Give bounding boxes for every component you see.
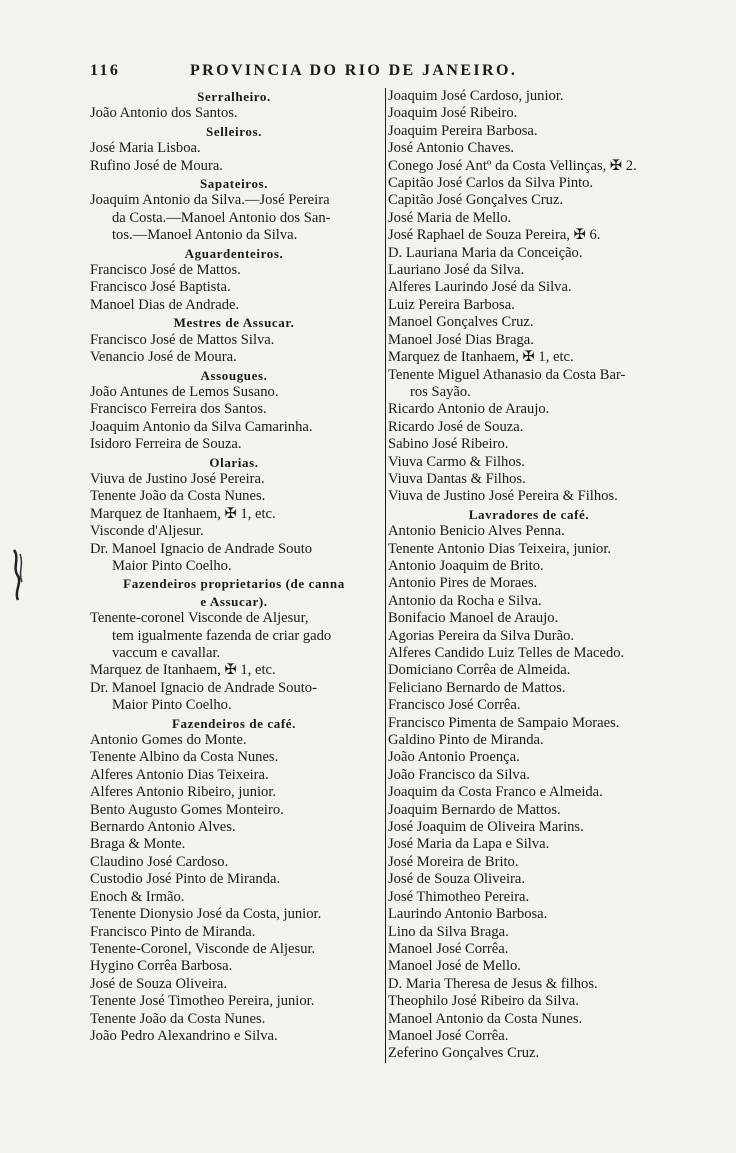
section-heading: Sapateiros. (199, 176, 269, 192)
entry: Tenente-Coronel, Visconde de Aljesur. (90, 940, 316, 957)
entry: Joaquim Bernardo de Mattos. (388, 801, 561, 818)
entry: Francisco José de Mattos. (90, 262, 241, 279)
entry: Joaquim José Cardoso, junior. (388, 88, 564, 104)
entry: Joaquim Pereira Barbosa. (388, 122, 538, 139)
entry: Alferes Laurindo José da Silva. (388, 279, 572, 296)
section-heading: Fazendeiros de café. (171, 715, 297, 731)
entry: Zeferino Gonçalves Cruz. (388, 1045, 540, 1062)
entry: Tenente Miguel Athanasio da Costa Bar- (388, 366, 626, 383)
entry: José Joaquim de Oliveira Marins. (388, 819, 584, 836)
entry: Manoel José Corrêa. (388, 940, 509, 957)
entry: Bento Augusto Gomes Monteiro. (90, 801, 284, 818)
entry: João Antonio dos Santos. (90, 105, 238, 122)
entry: Ricardo José de Souza. (388, 418, 524, 435)
entry: Sabino José Ribeiro. (388, 436, 509, 453)
margin-mark-icon (8, 548, 28, 602)
entry: Joaquim Antonio da Silva.—José Pereira (90, 192, 330, 209)
entry: Lino da Silva Braga. (388, 923, 509, 940)
entry: Manoel José de Mello. (388, 958, 521, 975)
entry: Francisco José Corrêa. (388, 697, 521, 714)
entry: Tenente Dionysio José da Costa, junior. (90, 906, 322, 923)
section-heading: e Assucar). (200, 593, 268, 609)
entry: Venancio José de Moura. (90, 349, 237, 366)
entry: D. Lauriana Maria da Conceição. (388, 244, 583, 261)
entry: Bernardo Antonio Alves. (90, 819, 236, 836)
entry: Manoel Gonçalves Cruz. (388, 314, 534, 331)
entry: Ricardo Antonio de Araujo. (388, 401, 550, 418)
entry: Laurindo Antonio Barbosa. (388, 906, 548, 923)
entry: Rufino José de Moura. (90, 157, 223, 174)
entry: Antonio Joaquim de Brito. (388, 557, 544, 574)
entry: João Pedro Alexandrino e Silva. (90, 1027, 278, 1044)
entry: Braga & Monte. (90, 836, 186, 853)
entry-continuation: da Costa.—Manoel Antonio dos San- (112, 209, 331, 226)
entry: João Francisco da Silva. (388, 766, 530, 783)
entry: Francisco José Baptista. (90, 279, 231, 296)
entry: José de Souza Oliveira. (388, 871, 525, 888)
entry: Joaquim da Costa Franco e Almeida. (388, 784, 603, 801)
entry: Tenente Albino da Costa Nunes. (90, 749, 279, 766)
page-title: PROVINCIA DO RIO DE JANEIRO. (190, 62, 518, 79)
entry: Antonio da Rocha e Silva. (388, 592, 542, 609)
section-heading: Serralheiro. (197, 89, 271, 104)
entry: Marquez de Itanhaem, ✠ 1, etc. (388, 349, 574, 366)
entry: Isidoro Ferreira de Souza. (90, 436, 242, 453)
page-header (90, 62, 670, 86)
entry-continuation: tem igualmente fazenda de criar gado (112, 627, 332, 644)
entry: Claudino José Cardoso. (90, 853, 229, 870)
section-heading: Selleiros. (206, 123, 262, 139)
entry: Dr. Manoel Ignacio de Andrade Souto (90, 540, 313, 557)
entry-continuation: tos.—Manoel Antonio da Silva. (112, 227, 298, 244)
entry: José Moreira de Brito. (388, 853, 519, 870)
entry: José Raphael de Souza Pereira, ✠ 6. (388, 227, 601, 244)
entry: João Antonio Proença. (388, 749, 520, 766)
entry: Domiciano Corrêa de Almeida. (388, 662, 571, 679)
entry: Tenente José Timotheo Pereira, junior. (90, 993, 315, 1010)
entry: Capitão José Carlos da Silva Pinto. (388, 175, 594, 192)
entry: José Maria de Mello. (388, 209, 512, 226)
entry: Antonio Benicio Alves Penna. (388, 523, 565, 540)
entry: José Antonio Chaves. (388, 140, 515, 157)
entry-continuation: ros Sayão. (410, 383, 471, 400)
entry: Tenente João da Costa Nunes. (90, 488, 266, 505)
entry: Manoel José Corrêa. (388, 1027, 509, 1044)
entry: Viuva de Justino José Pereira & Filhos. (388, 488, 618, 505)
right-column (385, 88, 670, 1063)
entry-continuation: Maior Pinto Coelho. (112, 557, 232, 574)
entry: Antonio Pires de Moraes. (388, 575, 538, 592)
entry: Manoel Dias de Andrade. (90, 296, 240, 313)
entry: José Thimotheo Pereira. (388, 888, 530, 905)
entry: Tenente Antonio Dias Teixeira, junior. (388, 540, 612, 557)
entry: Luiz Pereira Barbosa. (388, 296, 515, 313)
entry-continuation: vaccum e cavallar. (112, 645, 221, 661)
entry: João Antunes de Lemos Susano. (90, 383, 279, 400)
entry: Viuva Carmo & Filhos. (388, 453, 525, 470)
entry: Alferes Antonio Ribeiro, junior. (90, 784, 277, 801)
entry: Viuva Dantas & Filhos. (388, 470, 526, 487)
entry: Marquez de Itanhaem, ✠ 1, etc. (90, 505, 276, 522)
entry: Dr. Manoel Ignacio de Andrade Souto- (90, 679, 317, 696)
section-heading: Aguardenteiros. (184, 245, 284, 261)
entry: Galdino Pinto de Miranda. (388, 732, 544, 749)
entry: Conego José Antº da Costa Vellinças, ✠ 2. (388, 157, 637, 174)
section-heading: Fazendeiros proprietarios (de canna (123, 576, 345, 592)
entry: Hygino Corrêa Barbosa. (90, 958, 233, 975)
entry: Manoel José Dias Braga. (388, 331, 534, 348)
page-number: 116 (90, 62, 121, 79)
section-heading: Olarias. (209, 454, 259, 470)
entry: Francisco Pimenta de Sampaio Moraes. (388, 714, 620, 731)
entry: José Maria Lisboa. (90, 140, 201, 157)
entry: Tenente João da Costa Nunes. (90, 1010, 266, 1027)
entry: Lauriano José da Silva. (388, 262, 525, 279)
entry: Alferes Antonio Dias Teixeira. (90, 766, 269, 783)
entry: Francisco Pinto de Miranda. (90, 923, 256, 940)
section-heading: Lavradores de café. (468, 506, 590, 522)
entry: Enoch & Irmão. (90, 888, 185, 905)
entry: Alferes Candido Luiz Telles de Macedo. (388, 645, 625, 661)
entry: Manoel Antonio da Costa Nunes. (388, 1010, 583, 1027)
section-heading: Assougues. (200, 367, 268, 383)
section-heading: Mestres de Assucar. (173, 315, 295, 331)
entry: Bonifacio Manoel de Araujo. (388, 610, 559, 627)
entry: Viuva de Justino José Pereira. (90, 470, 265, 487)
entry: Joaquim Antonio da Silva Camarinha. (90, 418, 313, 435)
entry: Joaquim José Ribeiro. (388, 105, 518, 122)
entry: Francisco José de Mattos Silva. (90, 331, 275, 348)
entry: Visconde d'Aljesur. (90, 523, 204, 540)
entry-continuation: Maior Pinto Coelho. (112, 697, 232, 714)
entry: Francisco Ferreira dos Santos. (90, 401, 267, 418)
entry: José Maria da Lapa e Silva. (388, 836, 550, 853)
entry: Antonio Gomes do Monte. (90, 732, 247, 749)
entry: Agorias Pereira da Silva Durão. (388, 627, 575, 644)
entry: Theophilo José Ribeiro da Silva. (388, 993, 579, 1010)
entry: Tenente-coronel Visconde de Aljesur, (90, 610, 309, 627)
entry: Capitão José Gonçalves Cruz. (388, 192, 564, 209)
entry: José de Souza Oliveira. (90, 975, 227, 992)
entry: Feliciano Bernardo de Mattos. (388, 679, 566, 696)
entry: Custodio José Pinto de Miranda. (90, 871, 281, 888)
entry: Marquez de Itanhaem, ✠ 1, etc. (90, 662, 276, 679)
left-column (90, 88, 378, 1045)
entry: D. Maria Theresa de Jesus & filhos. (388, 975, 598, 992)
